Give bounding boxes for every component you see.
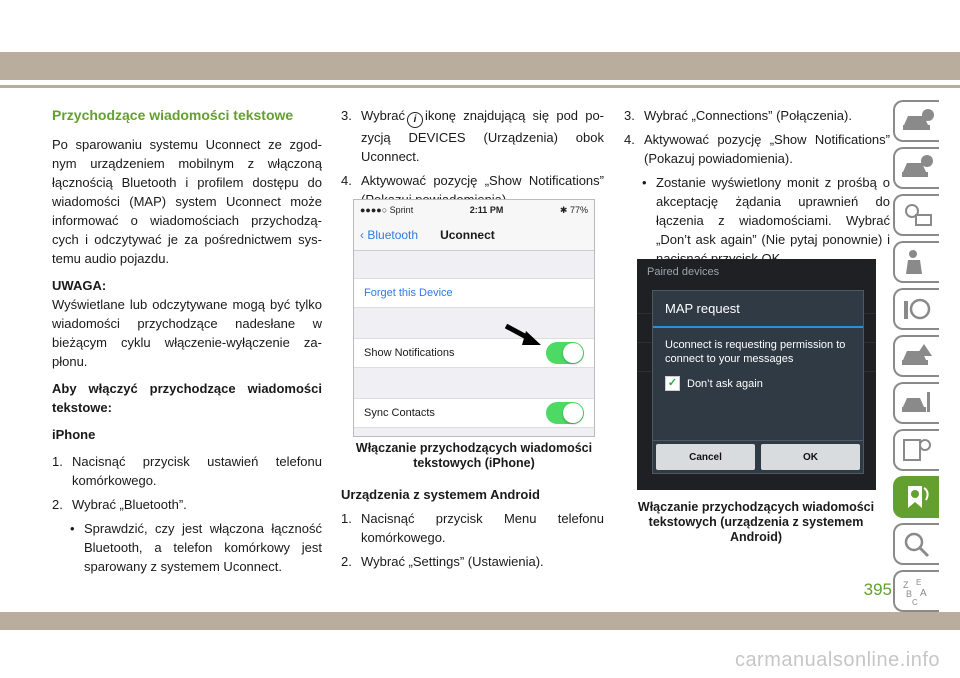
- list-item: 1. Nacisnąć przycisk Menu telefonu komórkowego.: [341, 511, 604, 545]
- svg-text:E: E: [916, 578, 922, 587]
- list-item: 3. Wybrać „Connections” (Połączenia).: [624, 108, 852, 123]
- chapter-tabs: [893, 100, 945, 617]
- enable-heading: Aby włączyć przychodzące wiadomości tekstowe:: [52, 381, 322, 415]
- toggle-switch: [546, 342, 584, 364]
- dont-ask-checkbox: ✓ Don’t ask again: [653, 372, 863, 395]
- spec-gear-icon: [900, 436, 934, 464]
- android-caption: Włączanie przychodzących wiadomości tekstowych (urządzenia z systemem Android): [637, 500, 875, 544]
- map-request-dialog: [652, 290, 864, 474]
- dialog-buttons: [653, 440, 863, 473]
- back-button: ‹ Bluetooth: [360, 228, 419, 242]
- ok-button: OK: [761, 444, 860, 470]
- checkmark-icon: ✓: [665, 376, 680, 391]
- status-bar: ●●●●○ Sprint 2:11 PM ✱ 77%: [354, 200, 594, 220]
- tab-specs[interactable]: [893, 429, 939, 471]
- car-warning-icon: [900, 154, 934, 182]
- svg-text:A: A: [920, 588, 927, 599]
- tab-vehicle-info[interactable]: [893, 100, 939, 142]
- tab-alphabet-index[interactable]: [893, 570, 939, 612]
- android-screenshot: [637, 259, 876, 490]
- sync-contacts-cell: Sync Contacts: [354, 398, 594, 428]
- light-envelope-icon: [900, 201, 934, 229]
- paired-devices-header: Paired devices: [647, 266, 720, 278]
- footer-band: [0, 612, 960, 630]
- android-heading: Urządzenia z systemem Android: [341, 487, 540, 502]
- tab-lights[interactable]: [893, 194, 939, 236]
- iphone-screenshot: [353, 199, 595, 437]
- info-icon: i: [407, 112, 423, 128]
- section-heading: Przychodzące wiadomości tekstowe: [52, 107, 294, 123]
- car-tools-icon: [900, 389, 934, 417]
- cancel-button: Cancel: [656, 444, 755, 470]
- column-2: [341, 106, 604, 214]
- tab-warning[interactable]: [893, 147, 939, 189]
- steering-wheel-icon: [900, 295, 934, 323]
- tab-safety[interactable]: [893, 241, 939, 283]
- iphone-label: iPhone: [52, 427, 96, 442]
- column-2-lower: [341, 485, 604, 576]
- tab-driving[interactable]: [893, 288, 939, 330]
- note-text: Wyświetlane lub odczytywane mogą być tylko wiadomości przychodzące nadesłane w bieżącym cyklu włączenie-wyłączenie za-płonu.: [52, 297, 322, 369]
- tab-service[interactable]: [893, 382, 939, 424]
- magnifier-icon: [900, 530, 934, 558]
- header-band: [0, 52, 960, 80]
- column-1: [52, 106, 322, 581]
- list-item: 2. Wybrać „Bluetooth”.: [52, 497, 187, 512]
- tab-index-search[interactable]: [893, 523, 939, 565]
- car-info-icon: [900, 107, 934, 135]
- svg-text:B: B: [906, 589, 913, 599]
- intro-paragraph: Po sparowaniu systemu Uconnect ze zgod-nym urządzeniem mobilnym z włączoną łącznością Bluetooth i profilem dostępu do wiadomości (MAP) system Uconnect może informować o wiadomościach przychodzą-cych i odczytywać je za pośrednictwem sys-temu audio pojazdu.: [52, 137, 322, 266]
- nav-title: Uconnect: [440, 228, 495, 242]
- toggle-switch: [546, 402, 584, 424]
- show-notifications-cell: Show Notifications: [354, 338, 594, 368]
- header-rule: [0, 85, 960, 88]
- alphabet-icon: [900, 576, 934, 606]
- car-emergency-icon: [900, 342, 934, 370]
- music-note-icon: [900, 482, 934, 512]
- svg-text:C: C: [912, 598, 918, 606]
- iphone-caption: Włączanie przychodzących wiadomości tekstowych (iPhone): [355, 441, 593, 470]
- list-item: 4. Aktywować pozycję „Show Notifications”: [341, 173, 604, 188]
- list-item: 3. Wybrać i ikonę znajdującą się pod po-zycją DEVICES (Urządzenia) obok Uconnect.: [341, 108, 604, 164]
- list-item: 1. Nacisnąć przycisk ustawień telefonu komórkowego.: [52, 454, 322, 488]
- tab-emergency[interactable]: [893, 335, 939, 377]
- watermark: carmanualsonline.info: [734, 649, 940, 671]
- list-item: 4. Aktywować pozycję „Show Notifications” (Pokazuj powiadomienia).: [624, 132, 890, 166]
- list-item: 2. Wybrać „Settings” (Ustawienia).: [341, 554, 544, 569]
- dialog-message: Uconnect is requesting permission to connect to your messages: [665, 339, 846, 365]
- tab-multimedia[interactable]: [893, 476, 939, 518]
- seatbelt-icon: [900, 248, 934, 276]
- nav-bar: [354, 220, 594, 251]
- bullet-item: • Sprawdzić, czy jest włączona łączność Bluetooth, a telefon komórkowy jest sparowany z systemem Uconnect.: [70, 521, 322, 574]
- arrow-icon: [504, 323, 542, 347]
- svg-text:Z: Z: [903, 580, 909, 590]
- dialog-title: MAP request: [653, 291, 863, 328]
- column-3: [624, 106, 890, 273]
- note-label: UWAGA:: [52, 278, 107, 293]
- page-number: 395: [863, 580, 892, 599]
- forget-device-cell: Forget this Device: [354, 278, 594, 308]
- bullet-item: • Zostanie wyświetlony monit z prośbą o akceptację żądania uprawnień do łączenia z wiadomościami. Wybrać „Don’t ask again” (Nie pytaj ponownie) i: [642, 175, 890, 247]
